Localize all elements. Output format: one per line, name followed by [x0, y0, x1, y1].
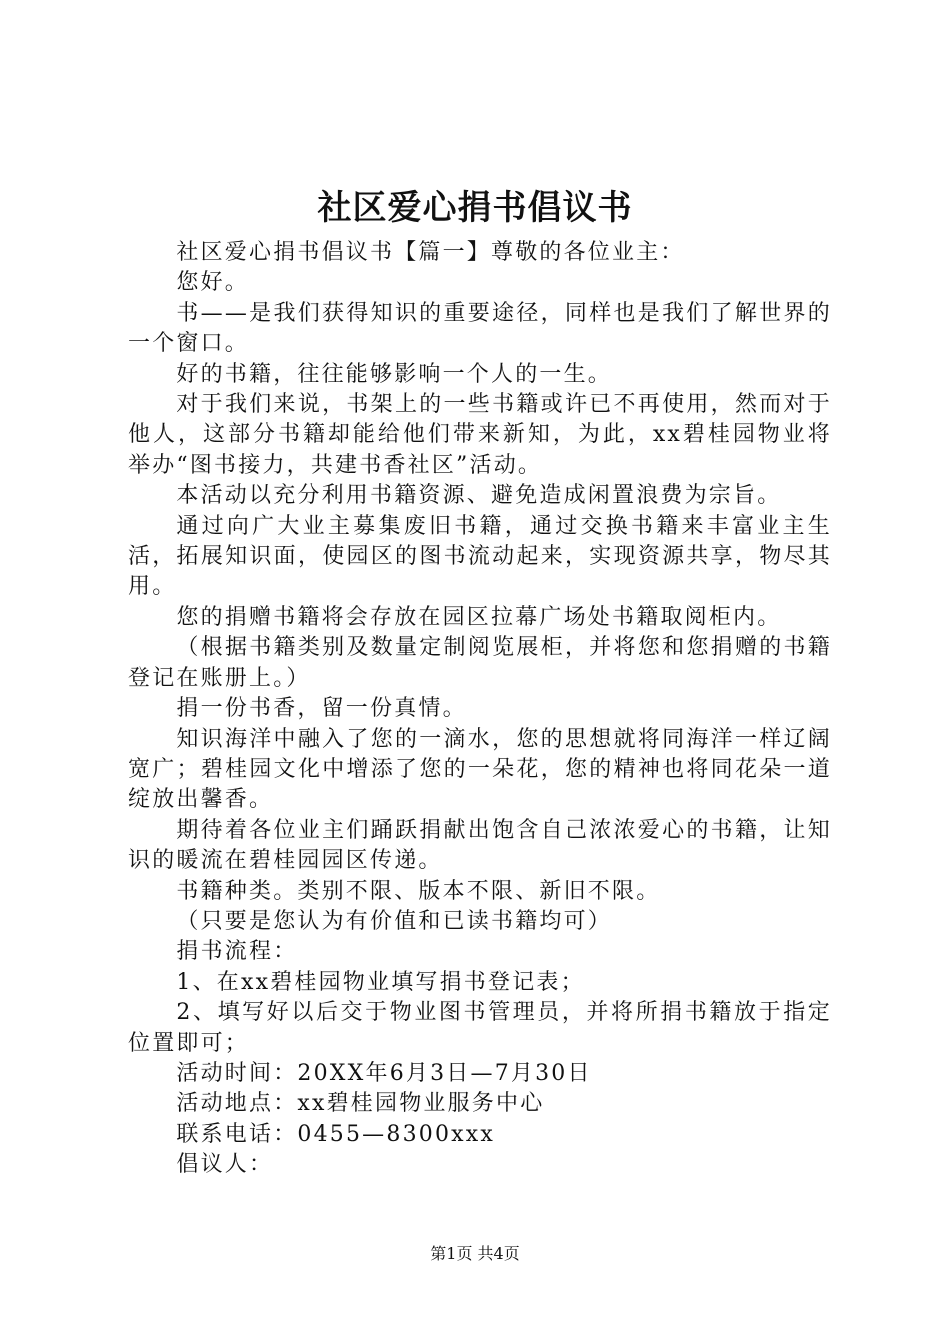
paragraph: 1、在xx碧桂园物业填写捐书登记表；	[176, 969, 585, 995]
paragraph: 书籍种类。类别不限、版本不限、新旧不限。	[176, 878, 661, 904]
paragraph: （只要是您认为有价值和已读书籍均可）	[176, 908, 612, 934]
page-number-footer: 第1页 共4页	[430, 1244, 520, 1263]
paragraph: 通过向广大业主募集废旧书籍，通过交换书籍来丰富业主生活，拓展知识面，使园区的图书流动起来，实现资源共享，物尽其用。	[128, 513, 832, 600]
paragraph: 捐书流程：	[176, 939, 298, 965]
paragraph: 社区爱心捐书倡议书【篇一】尊敬的各位业主：	[176, 240, 685, 265]
document-title: 社区爱心捐书倡议书	[317, 188, 633, 228]
document-body	[128, 238, 832, 1181]
paragraph: 您好。	[176, 270, 249, 296]
paragraph: 本活动以充分利用书籍资源、避免造成闲置浪费为宗旨。	[176, 483, 782, 509]
paragraph: 知识海洋中融入了您的一滴水，您的思想就将同海洋一样辽阔宽广；碧桂园文化中增添了您的一朵花，您的精神也将同花朵一道绽放出馨香。	[128, 726, 832, 813]
paragraph: 好的书籍，往往能够影响一个人的一生。	[176, 361, 612, 387]
paragraph: 活动时间：20XX年6月3日—7月30日	[176, 1060, 592, 1086]
paragraph: （根据书籍类别及数量定制阅览展柜，并将您和您捐赠的书籍登记在账册上。）	[128, 635, 832, 691]
paragraph: 对于我们来说，书架上的一些书籍或许已不再使用，然而对于他人，这部分书籍却能给他们带来新知，为此，xx碧桂园物业将举办“图书接力，共建书香社区”活动。	[128, 392, 832, 478]
paragraph: 2、填写好以后交于物业图书管理员，并将所捐书籍放于指定位置即可；	[128, 1000, 832, 1056]
paragraph: 捐一份书香，留一份真情。	[176, 696, 467, 722]
paragraph: 书——是我们获得知识的重要途径，同样也是我们了解世界的一个窗口。	[128, 300, 832, 357]
paragraph: 期待着各位业主们踊跃捐献出饱含自己浓浓爱心的书籍，让知识的暖流在碧桂园园区传递。	[128, 817, 832, 874]
paragraph: 联系电话：0455—8300xxx	[176, 1121, 495, 1147]
paragraph: 您的捐赠书籍将会存放在园区拉幕广场处书籍取阅柜内。	[176, 604, 782, 630]
paragraph: 倡议人：	[176, 1152, 274, 1178]
paragraph: 活动地点：xx碧桂园物业服务中心	[176, 1091, 545, 1117]
